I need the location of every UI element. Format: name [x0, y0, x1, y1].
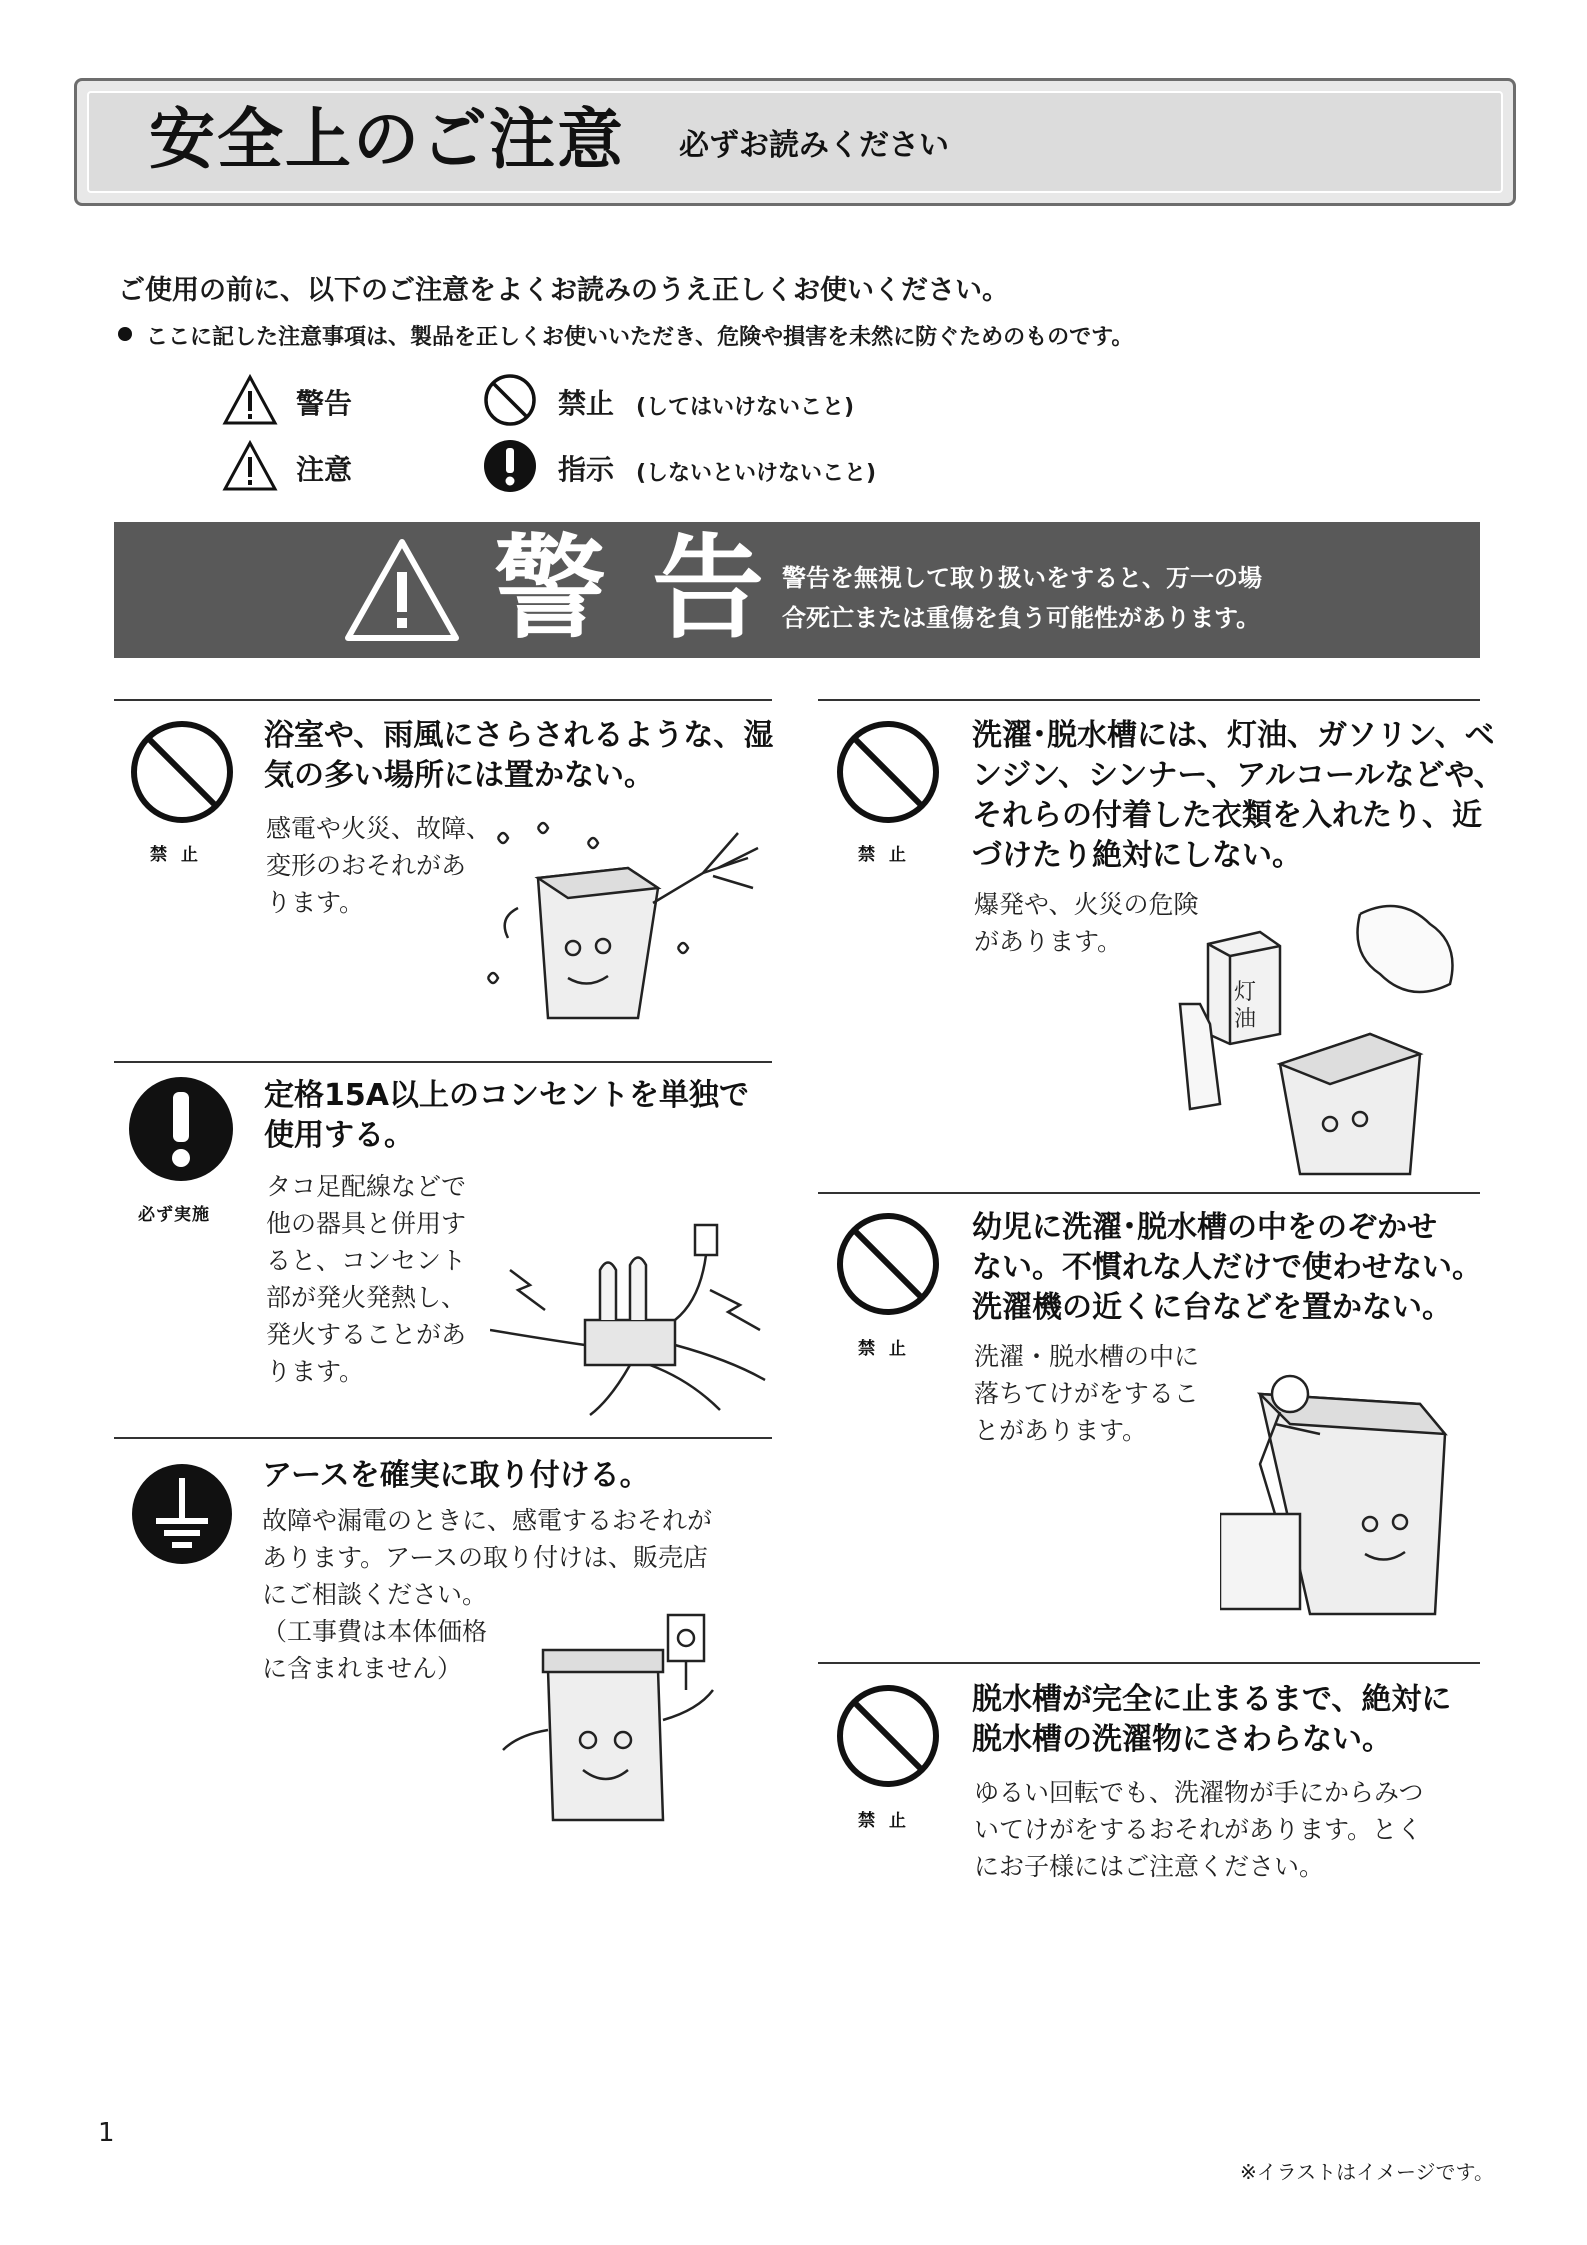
oil-can-label: 灯: [1234, 980, 1257, 1005]
legend-warning: 警告: [296, 387, 353, 420]
legend-instruct: 指示: [558, 453, 615, 486]
child-washer-illustration: [1220, 1354, 1480, 1624]
instruct-icon: [482, 438, 538, 494]
warning-banner: [114, 522, 1480, 658]
overloaded-outlet-illustration: [490, 1210, 770, 1420]
symbol-label: 禁止: [858, 1811, 920, 1831]
bullet-icon: [118, 327, 132, 341]
item-title: 浴室や、雨風にさらされるような、湿 気の多い場所には置かない。: [264, 718, 774, 793]
banner-desc-line2: 合死亡または重傷を負う可能性があります。: [782, 604, 1261, 632]
footnote: ※イラストはイメージです。: [1240, 2160, 1494, 2184]
title-box: [74, 78, 1516, 206]
symbol-label: 禁止: [150, 845, 212, 865]
flammables-illustration: [1160, 894, 1480, 1184]
prohibit-icon: [128, 718, 236, 826]
warning-triangle-icon: [342, 536, 462, 644]
divider: [818, 699, 1480, 701]
item-title: 洗濯･脱水槽には、灯油、ガソリン、ベ ンジン、シンナー、アルコールなどや、 それらの付着した衣類を入れたり、近 づけたり絶対にしない。: [972, 718, 1504, 873]
legend-prohibit-desc: (してはいけないこと): [636, 395, 855, 420]
banner-desc-line1: 警告を無視して取り扱いをすると、万一の場: [782, 564, 1262, 592]
item-body: 爆発や、火災の危険 があります。: [974, 890, 1199, 956]
item-title: 脱水槽が完全に止まるまで、絶対に 脱水槽の洗濯物にさわらない。: [972, 1682, 1452, 1757]
item-body: 故障や漏電のときに、感電するおそれが あります。アースの取り付けは、販売店 にご相談ください。 （工事費は本体価格 に含まれません）: [262, 1506, 713, 1683]
prohibit-icon: [834, 718, 942, 826]
item-body: 感電や火災、故障、 変形のおそれがあ ります。: [266, 814, 492, 917]
prohibit-icon: [482, 372, 538, 428]
symbol-label: 禁止: [858, 1339, 920, 1359]
divider: [114, 699, 772, 701]
washer-ground-illustration: [488, 1610, 748, 1835]
page-title: 安全上のご注意: [149, 101, 625, 178]
caution-triangle-icon: [222, 440, 278, 492]
banner-title: 警告: [494, 524, 810, 654]
page-subtitle: 必ずお読みください: [679, 128, 949, 163]
divider: [114, 1061, 772, 1063]
legend-prohibit: 禁止: [558, 387, 615, 420]
prohibit-icon: [834, 1210, 942, 1318]
legend-caution: 注意: [296, 453, 353, 486]
item-body: ゆるい回転でも、洗濯物が手にからみつ いてけがをするおそれがあります。とく にお子様にはご注意ください。: [974, 1778, 1424, 1881]
item-body: 洗濯・脱水槽の中に 落ちてけがをするこ とがあります。: [974, 1342, 1200, 1445]
page-number: 1: [98, 2118, 115, 2148]
oil-can-label: 油: [1234, 1007, 1257, 1032]
item-body: タコ足配線などで 他の器具と併用す ると、コンセント 部が発火発熱し、 発火することがあ ります。: [266, 1172, 467, 1386]
item-title: アースを確実に取り付ける。: [262, 1458, 650, 1493]
item-title: 幼児に洗濯･脱水槽の中をのぞかせ ない。不慣れな人だけで使わせない。 洗濯機の近くに台などを置かない。: [972, 1210, 1482, 1325]
instruct-icon: [126, 1074, 236, 1184]
prohibit-icon: [834, 1682, 942, 1790]
legend-instruct-desc: (しないといけないこと): [636, 461, 877, 486]
divider: [114, 1437, 772, 1439]
divider: [818, 1662, 1480, 1664]
symbol-label: 禁止: [858, 845, 920, 865]
ground-icon: [130, 1462, 234, 1566]
item-title: 定格15A以上のコンセントを単独で 使用する。: [264, 1078, 749, 1153]
symbol-label: 必ず実施: [138, 1205, 210, 1225]
divider: [818, 1192, 1480, 1194]
washer-rain-illustration: [478, 818, 762, 1030]
note-text: ここに記した注意事項は、製品を正しくお使いいただき、危険や損害を未然に防ぐためのものです。: [146, 325, 1134, 350]
warning-triangle-icon: [222, 374, 278, 426]
intro-text: ご使用の前に、以下のご注意をよくお読みのうえ正しくお使いください。: [118, 275, 1009, 306]
